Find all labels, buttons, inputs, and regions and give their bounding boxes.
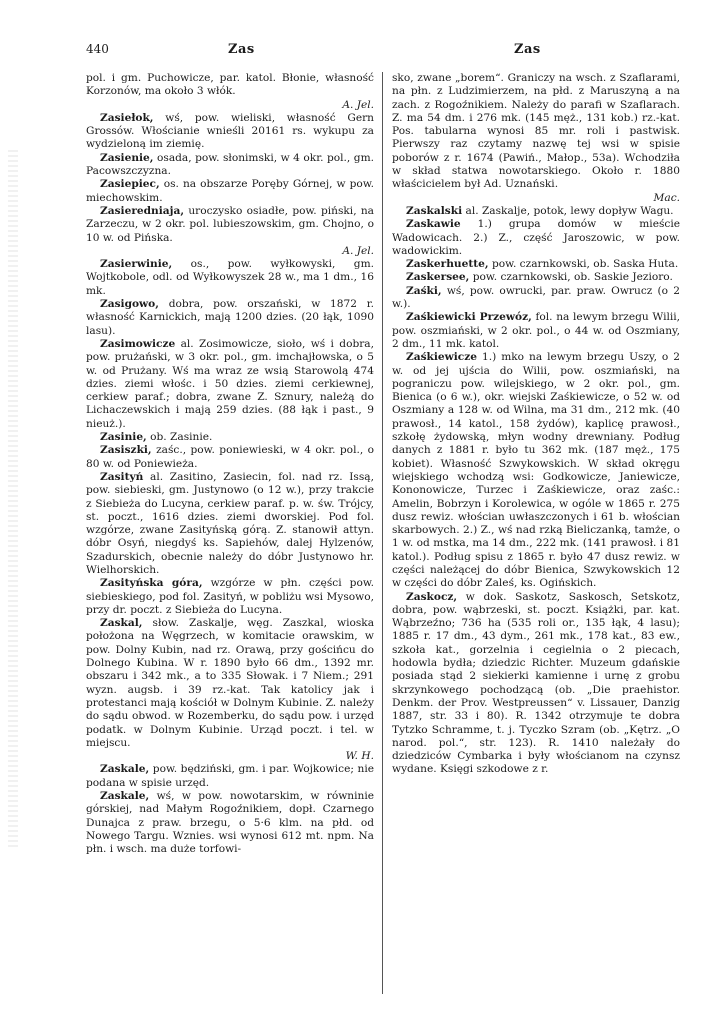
entry-headword: Zasienie, [100, 151, 154, 164]
right-column [392, 72, 680, 1002]
entry-headword: Zasimowicze [100, 337, 176, 350]
entry-headword: Zaskale, [100, 763, 150, 776]
dictionary-entry [86, 471, 374, 577]
dictionary-entry [392, 271, 680, 284]
dictionary-entry [392, 351, 680, 590]
entry-text: pow. będziński, gm. i par. Wojkowice; nie podana w spisie urzęd. [86, 763, 374, 789]
entry-text: al. Zaskalje, potok, lewy dopływ Wagu. [465, 204, 674, 217]
entry-text: sko, zwane „borem“. Graniczy na wsch. z Szaflarami, na płn. z Ludzimierzem, na płd. z Maruszyną a na zach. z Rogoźnikiem. Należy do parafi w Szaflarach. Z. ma 54 dm. i 276 mk. (145 męż., 131 kob.) rz.-kat. Pos. tabularna wynosi 85 mr. roli i pastwisk. Pierwszy raz czytamy nazwę tej wsi w spisie poborów z r. 1674 (Pawiń., Małop., 53a). Wchodziła w skład statwa nowotarskiego. Około r. 1880 właścicielem był Ad. Uznański. [392, 72, 680, 191]
entry-text: dobra, pow. orszański, w 1872 r. własność Karnickich, mają 1200 dzies. (20 łąk, 1090 lasu). [86, 298, 374, 337]
dictionary-entry [392, 285, 680, 312]
entry-headword: Zaskocz, [406, 590, 458, 603]
entry-text: zaśc., pow. poniewieski, w 4 okr. pol., o 80 w. od Poniewieża. [86, 444, 374, 470]
entry-headword: Zasiepiec, [100, 178, 160, 191]
text-columns [86, 72, 686, 1002]
dictionary-entry [86, 178, 374, 205]
entry-text: os., pow. wyłkowyski, gm. Wojtkobole, odl. od Wyłkowyszek 28 w., ma 1 dm., 16 mk. [86, 258, 374, 297]
dictionary-entry [392, 205, 680, 218]
entry-signature: A. Jel. [342, 244, 374, 257]
running-head-right: Zas [514, 42, 541, 57]
entry-text: wzgórze w płn. części pow. siebieskiego, pod fol. Zasityń, w pobliżu wsi Mysowo, przy dr. poczt. z Siebieża do Lucyna. [86, 577, 374, 616]
entry-text: słow. Zaskalje, węg. Zaszkal, wioska położona na Węgrzech, w komitacie orawskim, w pow. Dolny Kubin, nad rz. Orawą, przy gościńcu do Dolnego Kubina. W r. 1890 było 66 dm., 1392 mr. obszaru i 342 mk., a to 335 Słowak. i 7 Niem.; 291 wyzn. augsb. i 39 rz.-kat. Tak katolicy jak i protestanci mają kościół w Dolnym Kubinie. Z. należy do sądu obwod. w Rozemberku, do sądu pow. i urzęd podatk. w Dolnym Kubinie. Urząd poczt. i tel. w miejscu. [86, 617, 374, 749]
entry-text: uroczysko osiadłe, pow. piński, na Zarzeczu, w 2 okr. pol. lubieszowskim, gm. Chojno, o 10 w. od Pińska. [86, 204, 374, 244]
entry-text: osada, pow. słonimski, w 4 okr. pol., gm. Pacowszczyzna. [86, 151, 374, 178]
entry-headword: Zasityń [100, 470, 144, 483]
dictionary-entry [86, 205, 374, 258]
entry-text: pow. czarnkowski, ob. Saska Huta. [491, 258, 679, 271]
entry-text: fol. na lewym brzegu Wilii, pow. oszmiański, w 2 okr. pol., o 44 w. od Oszmiany, 2 dm., 11 mk. katol. [392, 311, 680, 350]
entry-headword: Zasieredniaja, [100, 204, 185, 217]
entry-headword: Zaśkiewicze [406, 351, 478, 364]
page-number: 440 [86, 42, 109, 56]
entry-headword: Zaskalski [406, 204, 463, 217]
entry-headword: Zasinie, [100, 431, 147, 444]
entry-headword: Zaskal, [100, 617, 143, 630]
dictionary-entry [392, 258, 680, 271]
dictionary-entry [86, 431, 374, 444]
page-header [86, 36, 686, 58]
dictionary-entry [86, 617, 374, 763]
entry-headword: Zaśkiewicki Przewóz, [406, 311, 532, 324]
entry-headword: Zasigowo, [100, 298, 159, 311]
entry-headword: Zaskersee, [406, 271, 470, 284]
entry-signature: Mac. [653, 191, 680, 204]
entry-headword: Zasiełok, [100, 111, 154, 124]
entry-text: pol. i gm. Puchowicze, par. katol. Błonie, własność Korzonów, ma około 3 włók. [86, 72, 374, 98]
dictionary-entry [392, 72, 680, 205]
entry-text: wś, w pow. nowotarskim, w równinie górskiej, nad Małym Rogoźnikiem, dopł. Czarnego Dunajca z praw. brzegu, o 5·6 klm. na płd. od Nowego Targu. Wznies. wsi wynosi 612 mt. npm. Na płn. i wsch. ma duże torfowi- [86, 790, 374, 856]
dictionary-entry [392, 311, 680, 351]
entry-headword: Zaśki, [406, 284, 442, 297]
entry-text: wś, pow. wieliski, własność Gern Grossów. Włościanie wnieśli 20161 rs. wykupu za wydzieloną im ziemię. [86, 111, 374, 151]
dictionary-entry [86, 763, 374, 790]
entry-text: ob. Zasinie. [150, 431, 213, 444]
entry-text: wś, pow. owrucki, par. praw. Owrucz (o 2 w.). [392, 284, 680, 311]
dictionary-entry [86, 112, 374, 152]
dictionary-entry [86, 577, 374, 617]
dictionary-entry [86, 338, 374, 431]
entry-text: os. na obszarze Poręby Górnej, w pow. miechowskim. [86, 178, 374, 204]
entry-signature: W. H. [345, 750, 374, 763]
entry-text: pow. czarnkowski, ob. Saskie Jezioro. [472, 271, 673, 284]
dictionary-entry [86, 790, 374, 856]
entry-text: 1.) mko na lewym brzegu Uszy, o 2 w. od jej ujścia do Wilii, pow. oszmiański, na pograniczu pow. wilejskiego, w 2 okr. pol., gm. Bienica (o 6 w.), okr. wiejski Zaśkiewicze, o 52 w. od Oszmiany a 128 w. od Wilna, ma 31 dm., 212 mk. (40 prawosł., 14 katol., 158 żydów), kaplicę prawosł., szkołę żydowską, młyn wodny drewniany. Podług danych z 1881 r. było tu 362 mk. (187 męż., 175 kobiet). Własność Szwykowskich. W skład okręgu wiejskiego wchodzą wsi: Godkowicze, Janiewicze, Kononowicze, Turzec i Zaśkiewicze, oraz zaśc.: Amelin, Bobrzyn i Korolewica, w ogóle w 1865 r. 275 dusz rewiz. włościan uwłaszczonych i 61 b. włościan skarbowych. 2.) Z., wś nad rzką Bieliczanką, tamże, o 1 w. od mstka, ma 14 dm., 222 mk. (141 prawosł. i 81 katol.). Podług spisu z 1865 r. było 47 dusz rewiz. w części należącej do dóbr Bienica, Szwykowskich 12 w części do dóbr Zaleś, ks. Ogińskich. [392, 351, 680, 590]
left-column [86, 72, 374, 1002]
dictionary-entry [392, 591, 680, 777]
entry-headword: Zasityńska góra, [100, 577, 203, 590]
dictionary-entry [86, 72, 374, 112]
entry-headword: Zaskale, [100, 790, 150, 803]
entry-text: al. Zosimowicze, sioło, wś i dobra, pow. prużański, w 3 okr. pol., gm. imchajłowska, o 5 w. od Prużany. Wś ma wraz ze wsią Starowolą 474 dzies. ziemi włośc. i 50 dzies. ziemi cerkiewnej, cerkiew paraf.; dobra, zwane Z. Sznury, należą do Lichaczewskich i mają 259 dzies. (88 łąk i past., 9 nieuż.). [86, 337, 374, 430]
dictionary-entry [86, 258, 374, 298]
dictionary-entry [86, 152, 374, 179]
running-head-left: Zas [228, 42, 255, 57]
dictionary-entry [392, 218, 680, 258]
entry-headword: Zasierwinie, [100, 258, 173, 271]
entry-headword: Zasiszki, [100, 444, 152, 457]
entry-headword: Zaskawie [406, 218, 461, 231]
entry-text: w dok. Saskotz, Saskosch, Setskotz, dobra, pow. wąbrzeski, st. poczt. Książki, par. kat. Wąbrzeźno; 736 ha (535 roli or., 135 łąk, 4 lasu); 1885 r. 17 dm., 43 dym., 261 mk., 178 kat., 83 ew., szkoła kat., gorzelnia i cegielnia o 2 piecach, hodowla bydła; dziedzic Richter. Muzeum gdańskie posiada stąd 2 siekierki kamienne i urnę z grobu skrzynkowego pochodzącą (ob. „Die praehistor. Denkm. der Prov. Westpreussen“ v. Lissauer, Danzig 1887, str. 33 i 80). R. 1342 otrzymuje te dobra Tytzko Schramme, t. j. Tyczko Szram (ob. „Kętrz. „O narod. pol.“, str. 123). R. 1410 należały do dziedziców Cymbarka i były włościanom na czynsz wydane. Księgi szkodowe z r. [392, 590, 680, 776]
entry-text: al. Zasitino, Zasiecin, fol. nad rz. Issą, pow. siebieski, gm. Justynowo (o 12 w.), przy trakcie z Siebieża do Lucyna, cerkiew paraf. p. w. św. Trójcy, st. poczt., 1616 dzies. ziemi dworskiej. Pod fol. wzgórze, zwane Zasityńską górą. Z. stanowił attyn. dóbr Osyń, niegdyś ks. Sapiehów, dalej Hylzenów, Szadurskich, obecnie należy do dóbr Justynowo hr. Wielhorskich. [86, 470, 374, 576]
entry-text: 1.) grupa domów w mieście Wadowicach. 2.) Z., część Jaroszowic, w pow. wadowickim. [392, 218, 680, 257]
scan-binding-shadow [8, 150, 18, 850]
dictionary-entry [86, 444, 374, 471]
dictionary-entry [86, 298, 374, 338]
entry-headword: Zaskerhuette, [406, 258, 489, 271]
entry-signature: A. Jel. [342, 98, 374, 111]
